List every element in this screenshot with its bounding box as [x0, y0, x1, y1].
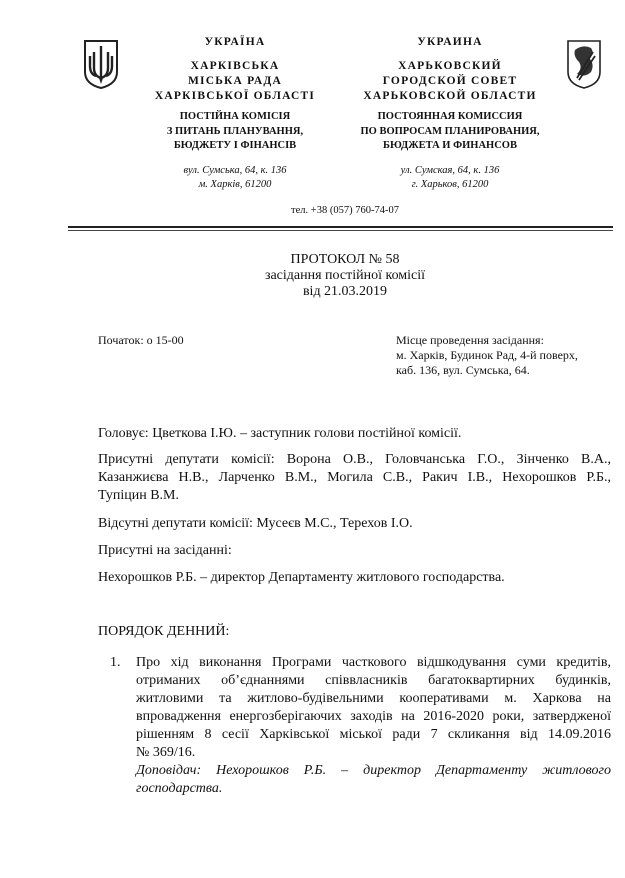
kharkiv-city-emblem-icon	[565, 38, 603, 90]
protocol-subtitle: засідання постійної комісії	[264, 268, 426, 283]
present-members	[98, 451, 611, 505]
meeting-place-line: каб. 136, вул. Сумська, 64.	[396, 363, 530, 377]
header-right-commission-line: ПО ВОПРОСАМ ПЛАНИРОВАНИЯ,	[360, 125, 540, 137]
header-right-address	[340, 164, 560, 192]
agenda-item-line: рішенням 8 сесії Харківської міської ради 7 скликання від 14.09.2016	[136, 727, 611, 742]
agenda-item-number: 1.	[110, 655, 121, 670]
header-left-commission-line: БЮДЖЕТУ І ФІНАНСІВ	[173, 140, 297, 151]
header-right-council-line: ХАРЬКОВСКОЙ ОБЛАСТИ	[363, 90, 537, 102]
chair-line: Головує: Цветкова І.Ю. – заступник голови постійної комісії.	[98, 426, 462, 441]
present-members-line: Тупіцин В.М.	[98, 488, 179, 503]
header-left-commission-line: ПОСТІЙНА КОМІСІЯ	[179, 111, 291, 122]
agenda-item-line: житловими та житлово-будівельними кооперативами м. Харкова на	[136, 691, 611, 706]
agenda-item-reporter-line: господарства.	[136, 781, 223, 796]
protocol-date: від 21.03.2019	[302, 284, 388, 299]
header-left-address-line: м. Харків, 61200	[198, 179, 272, 190]
header-left-commission	[130, 110, 340, 154]
header-left-council	[130, 59, 340, 104]
agenda-item-text	[136, 654, 611, 798]
meeting-place-line: м. Харків, Будинок Рад, 4-й поверх,	[396, 348, 578, 362]
header-left-council-line: ХАРКІВСЬКА	[190, 60, 280, 72]
ukraine-coat-of-arms-icon	[82, 38, 120, 90]
agenda-item-line: впровадження енергозберігаючих заходів на 2016-2020 роки, затвердженої	[136, 709, 611, 724]
header-right-council-line: ГОРОДСКОЙ СОВЕТ	[382, 75, 518, 87]
absent-members: Відсутні депутати комісії: Мусеєв М.С., Терехов І.О.	[98, 516, 413, 531]
header-right-commission	[340, 110, 560, 154]
header-right-address-line: г. Харьков, 61200	[411, 179, 489, 190]
header-left-council-line: ХАРКІВСЬКОЇ ОБЛАСТІ	[154, 90, 316, 102]
header-right-address-line: ул. Сумская, 64, к. 136	[400, 165, 500, 176]
present-members-line: Казанжиєва Н.В., Ларченко В.М., Могила С.В., Ракич І.В., Нехорошков Р.Б.,	[98, 470, 611, 485]
header-left-address-line: вул. Сумська, 64, к. 136	[183, 165, 287, 176]
agenda-item-line: отриманих об’єднаннями співвласників багатоквартирних будинків,	[136, 673, 611, 688]
agenda-item-line: № 369/16.	[136, 745, 196, 760]
meeting-start: Початок: о 15-00	[98, 333, 184, 347]
header-right-commission-line: БЮДЖЕТА И ФИНАНСОВ	[383, 140, 517, 151]
agenda-item-line: Про хід виконання Програми часткового відшкодування суми кредитів,	[136, 655, 611, 670]
header-left-country: УКРАЇНА	[204, 36, 266, 48]
header-left-address	[130, 164, 340, 192]
header-phone: тел. +38 (057) 760-74-07	[291, 205, 399, 216]
meeting-place-line: Місце проведення засідання:	[396, 333, 544, 347]
header-right-country: УКРАИНА	[417, 36, 483, 48]
present-members-line: Присутні депутати комісії: Ворона О.В., Головчанська Г.О., Зінченко В.А.,	[98, 452, 611, 467]
header-left-council-line: МІСЬКА РАДА	[187, 75, 283, 87]
header-right-council	[340, 59, 560, 104]
header-left-commission-line: З ПИТАНЬ ПЛАНУВАННЯ,	[166, 125, 304, 137]
agenda-heading: ПОРЯДОК ДЕННИЙ:	[98, 624, 230, 639]
header-right-council-line: ХАРЬКОВСКИЙ	[398, 60, 502, 72]
header-divider	[68, 226, 613, 231]
meeting-place	[396, 333, 611, 378]
guests-label: Присутні на засіданні:	[98, 543, 232, 558]
guest-line: Нехорошков Р.Б. – директор Департаменту житлового господарства.	[98, 570, 505, 585]
header-right-commission-line: ПОСТОЯННАЯ КОМИССИЯ	[377, 111, 523, 122]
protocol-title: ПРОТОКОЛ № 58	[290, 252, 400, 267]
agenda-item-reporter-line: Доповідач: Нехорошков Р.Б. – директор Департаменту житлового	[136, 763, 611, 778]
